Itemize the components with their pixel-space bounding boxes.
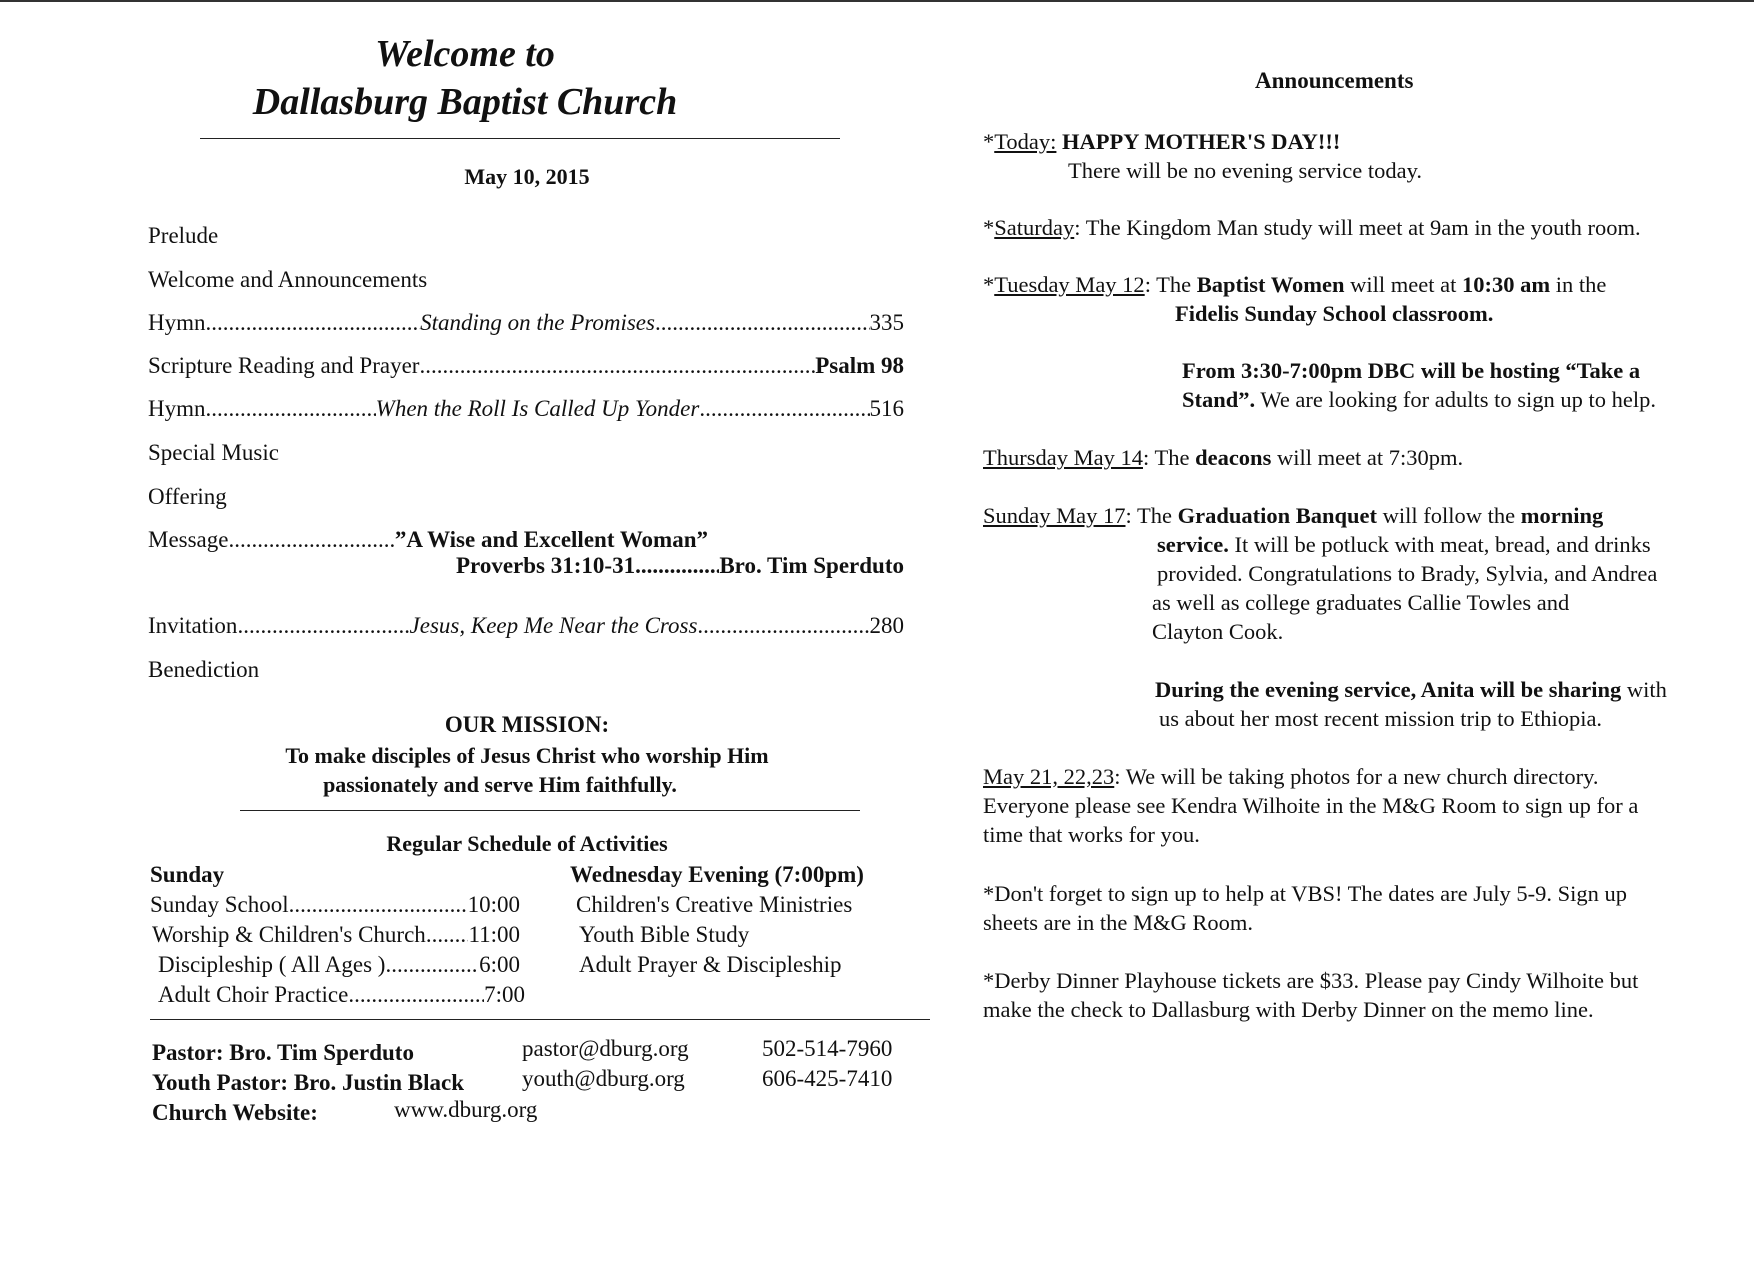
announcement-evening-service bbox=[1155, 675, 1667, 704]
announcement-text: will meet at bbox=[1344, 272, 1462, 297]
schedule-label: Sunday School bbox=[150, 892, 289, 917]
announcement-day: Today: bbox=[994, 129, 1057, 154]
announcement-sunday-line3: provided. Congratulations to Brady, Sylvia, and Andrea bbox=[1157, 561, 1658, 586]
website-label: Church Website: bbox=[152, 1100, 318, 1125]
wednesday-item: Adult Prayer & Discipleship bbox=[579, 952, 842, 977]
bullet-star: * bbox=[983, 272, 995, 297]
announcement-text: with bbox=[1621, 677, 1667, 702]
dot-leader bbox=[426, 922, 469, 948]
schedule-time: 6:00 bbox=[479, 952, 520, 977]
mission-line1: To make disciples of Jesus Christ who worship Him bbox=[285, 743, 769, 768]
benediction: Benediction bbox=[148, 657, 260, 682]
announcement-text: will follow the bbox=[1377, 503, 1521, 528]
announcement-sunday-line2 bbox=[1157, 530, 1651, 559]
scan-edge bbox=[0, 0, 1754, 2]
announcement-bold: During the evening service, Anita will be sharing bbox=[1155, 677, 1622, 702]
prelude: Prelude bbox=[148, 223, 219, 248]
dot-leader bbox=[697, 613, 869, 639]
offering: Offering bbox=[148, 484, 227, 509]
announcement-may21-line2: Everyone please see Kendra Wilhoite in the M&G Room to sign up for a bbox=[983, 793, 1639, 818]
welcome-announcements: Welcome and Announcements bbox=[148, 267, 428, 292]
scripture-reading bbox=[148, 353, 904, 379]
mission-line2: passionately and serve Him faithfully. bbox=[323, 772, 677, 797]
message-title: ”A Wise and Excellent Woman” bbox=[394, 527, 708, 552]
youth-pastor-email: youth@dburg.org bbox=[522, 1066, 685, 1091]
announcement-bold: Graduation Banquet bbox=[1177, 503, 1378, 528]
dot-leader bbox=[635, 553, 719, 579]
announcement-vbs: *Don't forget to sign up to help at VBS! The dates are July 5-9. Sign up bbox=[983, 881, 1627, 906]
title-line2: Dallasburg Baptist Church bbox=[252, 81, 678, 123]
announcement-derby-line2: make the check to Dallasburg with Derby Dinner on the memo line. bbox=[983, 997, 1594, 1022]
schedule-heading: Regular Schedule of Activities bbox=[386, 831, 668, 856]
dot-leader bbox=[419, 353, 815, 379]
website-url: www.dburg.org bbox=[394, 1097, 538, 1122]
invitation-title: Jesus, Keep Me Near the Cross bbox=[409, 613, 698, 638]
announcement-text: will meet at 7:30pm. bbox=[1271, 445, 1464, 470]
announcement-day: Thursday May 14 bbox=[983, 445, 1143, 470]
announcement-text: : The bbox=[1144, 272, 1197, 297]
announcement-derby: *Derby Dinner Playhouse tickets are $33. Please pay Cindy Wilhoite but bbox=[983, 968, 1639, 993]
announcement-bold: morning bbox=[1520, 503, 1604, 528]
youth-pastor-phone: 606-425-7410 bbox=[762, 1066, 893, 1091]
announcement-today bbox=[983, 127, 1340, 156]
dot-leader bbox=[348, 982, 484, 1008]
schedule-time: 11:00 bbox=[468, 922, 520, 947]
invitation-number: 280 bbox=[869, 613, 905, 638]
schedule-label: Discipleship ( All Ages ) bbox=[158, 952, 386, 977]
schedule-time: 10:00 bbox=[467, 892, 520, 917]
message-ref: Proverbs 31:10-31 bbox=[456, 553, 636, 578]
announcement-take-a-stand-2 bbox=[1182, 385, 1656, 414]
sunday-heading: Sunday bbox=[150, 862, 225, 887]
pastor-phone: 502-514-7960 bbox=[762, 1036, 893, 1061]
hymn-2-number: 516 bbox=[869, 396, 904, 421]
announcement-evening-service-2: us about her most recent mission trip to Ethiopia. bbox=[1159, 706, 1603, 731]
invitation bbox=[148, 613, 904, 639]
dot-leader bbox=[228, 527, 394, 553]
announcement-bold: deacons bbox=[1195, 445, 1272, 470]
announcement-day: Saturday bbox=[994, 215, 1075, 240]
announcement-text: in the bbox=[1550, 272, 1607, 297]
announcement-tuesday-location: Fidelis Sunday School classroom. bbox=[1175, 301, 1494, 326]
dot-leader bbox=[699, 396, 869, 422]
announcement-bold: service. bbox=[1157, 532, 1229, 557]
mission-rule bbox=[240, 810, 860, 811]
dot-leader bbox=[206, 310, 421, 336]
hymn-2-title: When the Roll Is Called Up Yonder bbox=[375, 396, 700, 421]
message bbox=[148, 527, 708, 553]
schedule-label: Adult Choir Practice bbox=[158, 982, 349, 1007]
discipleship-row bbox=[158, 952, 520, 978]
choir-row bbox=[158, 982, 525, 1008]
hymn-2-label: Hymn bbox=[148, 396, 206, 421]
mission-heading: OUR MISSION: bbox=[444, 712, 610, 737]
announcements-heading: Announcements bbox=[1255, 68, 1414, 93]
worship-row bbox=[152, 922, 520, 948]
scripture-label: Scripture Reading and Prayer bbox=[148, 353, 420, 378]
title-rule bbox=[200, 138, 840, 139]
announcement-text: : We will be taking photos for a new church directory. bbox=[1114, 764, 1599, 789]
message-speaker: Bro. Tim Sperduto bbox=[719, 553, 904, 578]
announcement-bold: Stand”. bbox=[1182, 387, 1256, 412]
announcement-text: We are looking for adults to sign up to help. bbox=[1255, 387, 1657, 412]
hymn-1-title: Standing on the Promises bbox=[420, 310, 655, 335]
title-line1: Welcome to bbox=[375, 33, 555, 75]
announcement-sunday-line4: as well as college graduates Callie Towles and bbox=[1152, 590, 1570, 615]
dot-leader bbox=[385, 952, 479, 978]
bullet-star: * bbox=[983, 215, 995, 240]
announcement-thursday bbox=[983, 443, 1463, 472]
hymn-1 bbox=[148, 310, 904, 336]
announcement-saturday bbox=[983, 213, 1641, 242]
message-label: Message bbox=[148, 527, 229, 552]
announcement-bold: 10:30 am bbox=[1461, 272, 1551, 297]
pastor-label: Pastor: Bro. Tim Sperduto bbox=[152, 1040, 414, 1065]
dot-leader bbox=[289, 892, 468, 918]
schedule-time: 7:00 bbox=[484, 982, 525, 1007]
announcement-may21 bbox=[983, 762, 1599, 791]
schedule-label: Worship & Children's Church bbox=[152, 922, 426, 947]
invitation-label: Invitation bbox=[148, 613, 238, 638]
wednesday-item: Children's Creative Ministries bbox=[576, 892, 853, 917]
announcement-text: : The bbox=[1125, 503, 1178, 528]
sunday-school-row bbox=[150, 892, 520, 918]
announcement-sunday-may17 bbox=[983, 501, 1603, 530]
announcement-day: May 21, 22,23 bbox=[983, 764, 1115, 789]
announcement-bold: Baptist Women bbox=[1196, 272, 1345, 297]
message-scripture bbox=[456, 553, 904, 579]
dot-leader bbox=[655, 310, 870, 336]
announcement-text: : The bbox=[1142, 445, 1196, 470]
youth-pastor-label: Youth Pastor: Bro. Justin Black bbox=[152, 1070, 465, 1095]
announcement-text: It will be potluck with meat, bread, and drinks bbox=[1228, 532, 1651, 557]
announcement-day: Sunday May 17 bbox=[983, 503, 1126, 528]
pastor-email: pastor@dburg.org bbox=[522, 1036, 689, 1061]
special-music: Special Music bbox=[148, 440, 279, 465]
announcement-today-note: There will be no evening service today. bbox=[1068, 158, 1423, 183]
hymn-1-number: 335 bbox=[869, 310, 905, 335]
announcement-headline: HAPPY MOTHER'S DAY!!! bbox=[1062, 129, 1341, 154]
announcement-vbs-line2: sheets are in the M&G Room. bbox=[983, 910, 1253, 935]
bullet-star: * bbox=[983, 129, 995, 154]
wednesday-item: Youth Bible Study bbox=[579, 922, 750, 947]
dot-leader bbox=[206, 396, 376, 422]
announcement-text: : The Kingdom Man study will meet at 9am in the youth room. bbox=[1074, 215, 1641, 240]
announcement-take-a-stand: From 3:30-7:00pm DBC will be hosting “Take a bbox=[1182, 358, 1641, 383]
hymn-2 bbox=[148, 396, 904, 422]
announcement-tuesday bbox=[983, 270, 1606, 299]
contacts-rule bbox=[150, 1019, 930, 1020]
bulletin-date: May 10, 2015 bbox=[464, 164, 590, 189]
wednesday-heading: Wednesday Evening (7:00pm) bbox=[570, 862, 864, 887]
announcement-sunday-line5: Clayton Cook. bbox=[1152, 619, 1284, 644]
announcement-may21-line3: time that works for you. bbox=[983, 822, 1200, 847]
announcement-day: Tuesday May 12 bbox=[994, 272, 1145, 297]
hymn-1-label: Hymn bbox=[148, 310, 206, 335]
dot-leader bbox=[237, 613, 409, 639]
scripture-ref: Psalm 98 bbox=[815, 353, 904, 378]
